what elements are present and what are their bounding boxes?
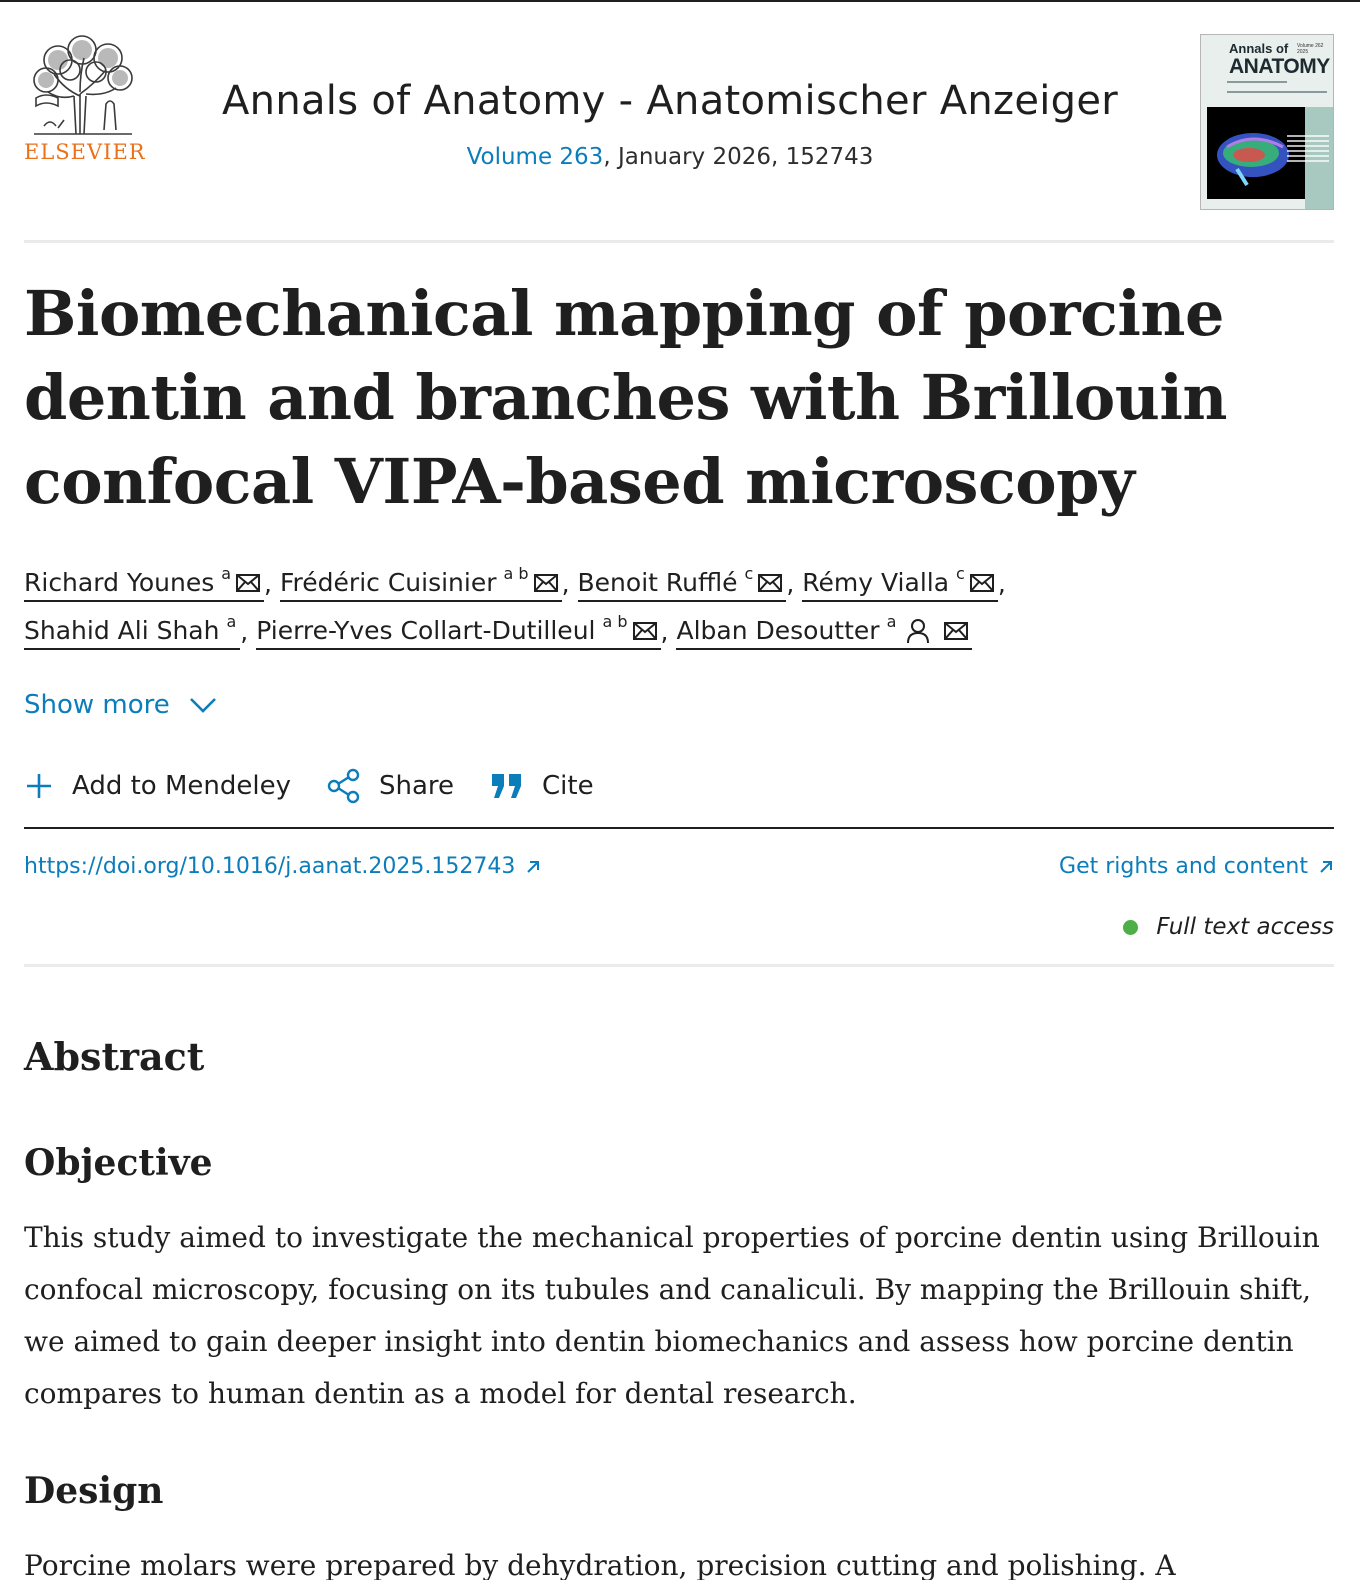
access-label: Full text access bbox=[1156, 914, 1334, 940]
external-link-icon bbox=[525, 859, 541, 875]
author-line bbox=[24, 608, 1324, 656]
corresponding-author-icon bbox=[906, 618, 930, 644]
separator: , bbox=[240, 617, 249, 646]
plus-icon bbox=[24, 771, 54, 801]
cover-title-big: ANATOMY bbox=[1229, 55, 1330, 78]
author-name: Shahid Ali Shah bbox=[24, 616, 220, 645]
author-affiliation: c bbox=[744, 564, 754, 583]
author-affiliation: a b bbox=[602, 612, 628, 631]
email-icon bbox=[944, 621, 968, 641]
article-title: Biomechanical mapping of porcine dentin and branches with Brillouin confocal VIPA-based microscopy bbox=[24, 277, 1227, 518]
email-icon bbox=[534, 573, 558, 593]
cover-subtitle-bar bbox=[1227, 91, 1327, 93]
elsevier-tree-icon bbox=[24, 34, 142, 138]
email-icon bbox=[758, 573, 782, 593]
author-name: Alban Desoutter bbox=[676, 616, 880, 645]
chevron-down-icon bbox=[188, 696, 218, 714]
email-icon bbox=[970, 573, 994, 593]
share-button[interactable] bbox=[327, 768, 454, 804]
author-affiliation: a bbox=[226, 612, 237, 631]
journal-title[interactable]: Annals of Anatomy - Anatomischer Anzeiger bbox=[222, 78, 1118, 124]
access-dot-icon bbox=[1123, 920, 1138, 935]
meta-divider bbox=[24, 964, 1334, 967]
author-line bbox=[24, 560, 1324, 608]
author-name: Richard Younes bbox=[24, 568, 215, 597]
author-affiliation: a bbox=[221, 564, 232, 583]
author-link[interactable] bbox=[802, 566, 998, 602]
doi-link[interactable] bbox=[24, 854, 541, 879]
journal-cover-image[interactable] bbox=[1200, 34, 1334, 210]
author-link[interactable] bbox=[280, 566, 562, 602]
separator: , bbox=[660, 617, 669, 646]
cover-title-small: Annals of bbox=[1229, 41, 1289, 56]
doi-text: https://doi.org/10.1016/j.aanat.2025.152743 bbox=[24, 854, 516, 879]
separator: , bbox=[561, 569, 570, 598]
separator: , bbox=[997, 569, 1006, 598]
separator: , bbox=[786, 569, 795, 598]
share-label: Share bbox=[378, 771, 455, 801]
mendeley-label: Add to Mendeley bbox=[72, 771, 291, 801]
author-name: Benoit Rufflé bbox=[577, 568, 738, 597]
top-border bbox=[0, 0, 1360, 2]
design-paragraph: Porcine molars were prepared by dehydration, precision cutting and polishing. A bbox=[24, 1549, 1176, 1580]
cover-text-lines bbox=[1287, 135, 1329, 165]
objective-heading: Objective bbox=[24, 1142, 213, 1184]
author-link[interactable] bbox=[24, 566, 264, 602]
journal-issue-info bbox=[190, 144, 1150, 170]
author-link[interactable] bbox=[676, 614, 972, 650]
external-link-icon bbox=[1318, 859, 1334, 875]
cite-label: Cite bbox=[542, 771, 594, 801]
show-more-button[interactable] bbox=[24, 690, 218, 720]
volume-link[interactable]: Volume 263 bbox=[466, 144, 604, 170]
author-link[interactable] bbox=[256, 614, 660, 650]
share-icon bbox=[327, 768, 361, 804]
author-link[interactable] bbox=[578, 566, 787, 602]
design-heading: Design bbox=[24, 1470, 164, 1512]
rights-text: Get rights and content bbox=[1059, 854, 1308, 879]
author-affiliation: a bbox=[886, 612, 897, 631]
abstract-heading: Abstract bbox=[24, 1034, 205, 1079]
objective-paragraph: This study aimed to investigate the mechanical properties of porcine dentin using Brillouin confocal microscopy, focusing on its tubules and canaliculi. By mapping the Brillouin shift, we aimed to gain deeper insight into dentin biomechanics and assess how porcine dentin compares to human dentin as a model for dental research. bbox=[24, 1221, 1320, 1410]
quote-icon bbox=[490, 772, 524, 800]
header-divider bbox=[24, 240, 1334, 243]
author-name: Rémy Vialla bbox=[802, 568, 950, 597]
cite-button[interactable] bbox=[490, 771, 594, 801]
author-name: Pierre-Yves Collart-Dutilleul bbox=[256, 616, 596, 645]
author-affiliation: c bbox=[956, 564, 965, 583]
author-list bbox=[24, 560, 1324, 656]
author-affiliation: a b bbox=[503, 564, 529, 583]
rights-link[interactable] bbox=[1059, 854, 1334, 879]
email-icon bbox=[633, 621, 657, 641]
cover-subtitle-bar bbox=[1227, 81, 1287, 83]
email-icon bbox=[236, 573, 260, 593]
article-actions bbox=[24, 768, 630, 804]
separator: , bbox=[264, 569, 272, 598]
author-name: Frédéric Cuisinier bbox=[280, 568, 497, 597]
show-more-label: Show more bbox=[24, 690, 170, 720]
access-status bbox=[1123, 914, 1334, 940]
elsevier-logo[interactable] bbox=[24, 34, 146, 168]
add-to-mendeley-button[interactable] bbox=[24, 771, 291, 801]
actions-divider bbox=[24, 827, 1334, 829]
cover-volume: Volume 262 2025 bbox=[1297, 43, 1324, 55]
author-link[interactable] bbox=[24, 614, 240, 650]
issue-details: , January 2026, 152743 bbox=[603, 144, 874, 170]
elsevier-wordmark: ELSEVIER bbox=[24, 140, 146, 164]
